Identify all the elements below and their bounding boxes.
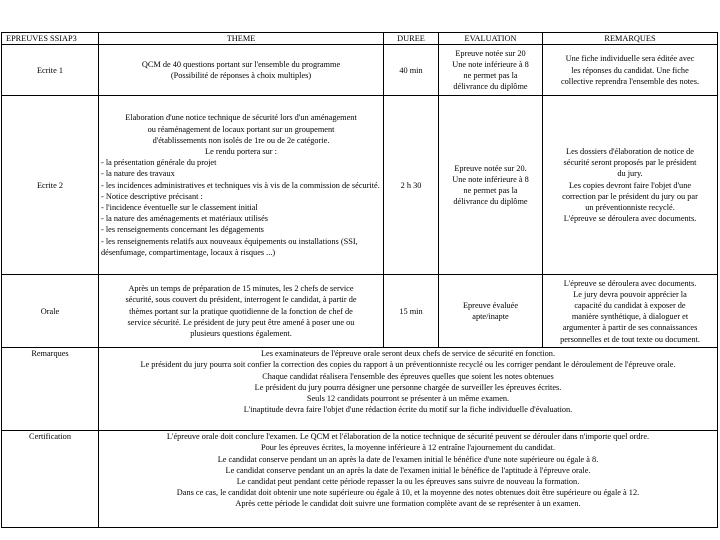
ecrite-2-theme-item: - les renseignements relatifs aux nouveaux équipements ou installations (SSI, désenfumage, compartimentage, locaux à risques ...) bbox=[101, 236, 358, 257]
remarques-line: Chaque candidat réalisera l'ensemble des épreuves quelles que soient les notes obtenues bbox=[262, 371, 554, 381]
ecrite-2-rem-line: un préventionniste recyclé. bbox=[585, 203, 675, 212]
ecrite-2-theme-item: - la nature des aménagements et matériaux utilisés bbox=[101, 214, 269, 224]
certification-label: Certification bbox=[2, 431, 99, 528]
row-remarques bbox=[2, 348, 718, 431]
orale-rem-line: L'épreuve se déroulera avec documents. bbox=[563, 278, 697, 288]
orale-eval-line: Epreuve évaluée bbox=[462, 301, 519, 310]
row-ecrite-1 bbox=[2, 45, 718, 96]
ecrite-1-theme-line: (Possibilité de réponses à choix multiples) bbox=[170, 71, 312, 81]
ecrite-1-remarques bbox=[543, 45, 718, 96]
row-orale bbox=[2, 275, 718, 348]
header-epreuves: EPREUVES SSIAP3 bbox=[2, 33, 99, 45]
ecrite-2-remarques bbox=[543, 96, 718, 275]
ecrite-2-theme-intro: d'établissements non isolés de 1re ou de 2e catégorie. bbox=[152, 135, 330, 145]
ecrite-2-theme-item: - les incidences administratives et techniques vis à vis de la commission de sécurité. bbox=[101, 180, 380, 190]
orale-duree: 15 min bbox=[384, 275, 439, 348]
header-remarques: REMARQUES bbox=[543, 33, 718, 45]
ecrite-1-theme-line: QCM de 40 questions portant sur l'ensemble du programme bbox=[141, 60, 341, 69]
ecrite-1-theme bbox=[99, 45, 384, 96]
orale-theme bbox=[99, 275, 384, 348]
ecrite-2-theme-intro: Le rendu portera sur : bbox=[205, 146, 277, 156]
orale-rem-line: argumenter à partir de ses connaissances bbox=[562, 323, 698, 333]
remarques-line: L'inaptitude devra faire l'objet d'une rédaction écrite du motif sur la fiche individuelle d'évaluation. bbox=[243, 405, 573, 415]
ecrite-2-eval-line: Une note inférieure à 8 bbox=[452, 175, 529, 184]
ecrite-2-rem-line: du jury. bbox=[617, 169, 643, 179]
remarques-line: Seuls 12 candidats pourront se présenter à un même examen. bbox=[306, 394, 510, 404]
ecrite-2-rem-line: L'épreuve se déroulera avec documents. bbox=[563, 214, 697, 224]
certification-line: Le candidat conserve pendant un an après la date de l'examen initial le bénéfice de l'aptitude à l'épreuve orale. bbox=[225, 465, 591, 475]
certification-line: Le candidat peut pendant cette période repasser la ou les épreuves sans suivre de nouveau la formation. bbox=[236, 477, 580, 487]
orale-theme-line: Après un temps de préparation de 15 minutes, les 2 chefs de service bbox=[128, 284, 354, 294]
ecrite-2-rem-line: sécurité seront proposés par le président bbox=[563, 158, 697, 168]
row-ecrite-2 bbox=[2, 96, 718, 275]
header-evaluation: EVALUATION bbox=[439, 33, 543, 45]
ecrite-2-eval-line: délivrance du diplôme bbox=[453, 197, 528, 207]
orale-rem-line: personnelles et de tout texte ou document. bbox=[560, 334, 700, 344]
orale-rem-line: capacité du candidat à exposer de bbox=[574, 301, 686, 310]
orale-eval-line: apte/inapte bbox=[472, 312, 509, 322]
ecrite-1-eval-line: délivrance du diplôme bbox=[453, 82, 528, 92]
header-duree: DUREE bbox=[384, 33, 439, 45]
ecrite-1-rem-line: collective reprendra l'ensemble des notes. bbox=[560, 76, 700, 86]
ecrite-2-evaluation bbox=[439, 96, 543, 275]
orale-evaluation bbox=[439, 275, 543, 348]
header-row bbox=[2, 33, 718, 45]
ecrite-2-theme-item: - l'incidence éventuelle sur le classement initial bbox=[101, 203, 258, 212]
ecrite-2-eval-line: ne permet pas la bbox=[463, 186, 518, 196]
ecrite-2-rem-line: Les dossiers d'élaboration de notice de bbox=[566, 146, 694, 156]
orale-theme-line: thèmes portant sur la pratique quotidienne de la fonction de chef de bbox=[129, 306, 353, 316]
ecrite-1-duree: 40 min bbox=[384, 45, 439, 96]
header-theme: THEME bbox=[99, 33, 384, 45]
orale-rem-line: Le jury devra pouvoir apprécier la bbox=[573, 289, 687, 299]
ecrite-2-theme-intro: ou réaménagement de locaux portant sur un groupement bbox=[147, 124, 335, 134]
ecrite-2-rem-line: Les copies devront faire l'objet d'une bbox=[568, 180, 692, 190]
ecrite-2-theme-item: - Notice descriptive précisant : bbox=[101, 191, 203, 201]
ecrite-1-rem-line: Une fiche individuelle sera éditée avec bbox=[565, 54, 695, 64]
orale-theme-line: plusieurs questions également. bbox=[190, 329, 292, 338]
ecrite-1-eval-line: Epreuve notée sur 20 bbox=[455, 48, 526, 58]
orale-theme-line: sécurité, sous couvert du président, interrogent le candidat, à partir de bbox=[125, 295, 357, 305]
orale-rem-line: manière synthétique, à dialoguer et bbox=[571, 312, 689, 322]
certification-line: Après cette période le candidat doit suivre une formation complète avant de se représenter à un examen. bbox=[235, 499, 581, 509]
certification-content bbox=[99, 431, 718, 528]
certification-line: L'épreuve orale doit conclure l'examen. Le QCM et l'élaboration de la notice technique de sécurité peuvent se dérouler dans n'importe quel ordre. bbox=[166, 432, 650, 442]
certification-line: Pour les épreuves écrites, la moyenne inférieure à 12 entraîne l'ajournement du candidat. bbox=[260, 443, 556, 453]
remarques-content bbox=[99, 348, 718, 431]
row-certification bbox=[2, 431, 718, 528]
ecrite-2-theme-item: - la nature des travaux bbox=[101, 169, 175, 179]
ecrite-1-rem-line: les réponses du candidat. Une fiche bbox=[571, 65, 689, 75]
certification-line: Dans ce cas, le candidat doit obtenir une note supérieure ou égale à 10, et la moyenne des notes obtenues doit être supérieure ou égale à 12. bbox=[176, 488, 640, 498]
remarques-line: Le président du jury pourra désigner une personne chargée de surveiller les épreuves écrites. bbox=[254, 382, 562, 392]
ecrite-2-eval-line: Epreuve notée sur 20. bbox=[454, 163, 527, 173]
remarques-line: Les examinateurs de l'épreuve orale seront deux chefs de service de sécurité en fonction. bbox=[260, 349, 556, 359]
ecrite-2-theme-item: - la présentation générale du projet bbox=[101, 158, 217, 168]
ecrite-2-theme-intro: Elaboration d'une notice technique de sécurité lors d'un aménagement bbox=[125, 113, 357, 123]
ecrite-2-rem-line: correction par le président du jury ou par bbox=[562, 191, 698, 201]
orale-label: Orale bbox=[2, 275, 99, 348]
exam-table bbox=[1, 32, 718, 528]
remarques-label: Remarques bbox=[2, 348, 99, 431]
ecrite-1-eval-line: ne permet pas la bbox=[463, 71, 518, 81]
orale-theme-line: service sécurité. Le président de jury peut être amené à poser une ou bbox=[127, 317, 355, 327]
ecrite-1-evaluation bbox=[439, 45, 543, 96]
orale-remarques bbox=[543, 275, 718, 348]
remarques-line: Le président du jury pourra soit confier la correction des copies du rapport à un préventionniste recyclé ou les corriger pendant le déroulement de l'épreuve orale. bbox=[140, 360, 676, 370]
ecrite-1-eval-line: Une note inférieure à 8 bbox=[452, 60, 529, 69]
ecrite-2-theme-item: - les renseignements concernant les dégagements bbox=[101, 225, 264, 235]
certification-line: Le candidat conserve pendant un an après la date de l'examen initial le bénéfice d'une note supérieure ou égale à 8. bbox=[217, 454, 599, 464]
ecrite-1-label: Ecrite 1 bbox=[2, 45, 99, 96]
ecrite-2-duree: 2 h 30 bbox=[384, 96, 439, 275]
ecrite-2-theme bbox=[99, 96, 384, 275]
ecrite-2-label: Ecrite 2 bbox=[2, 96, 99, 275]
